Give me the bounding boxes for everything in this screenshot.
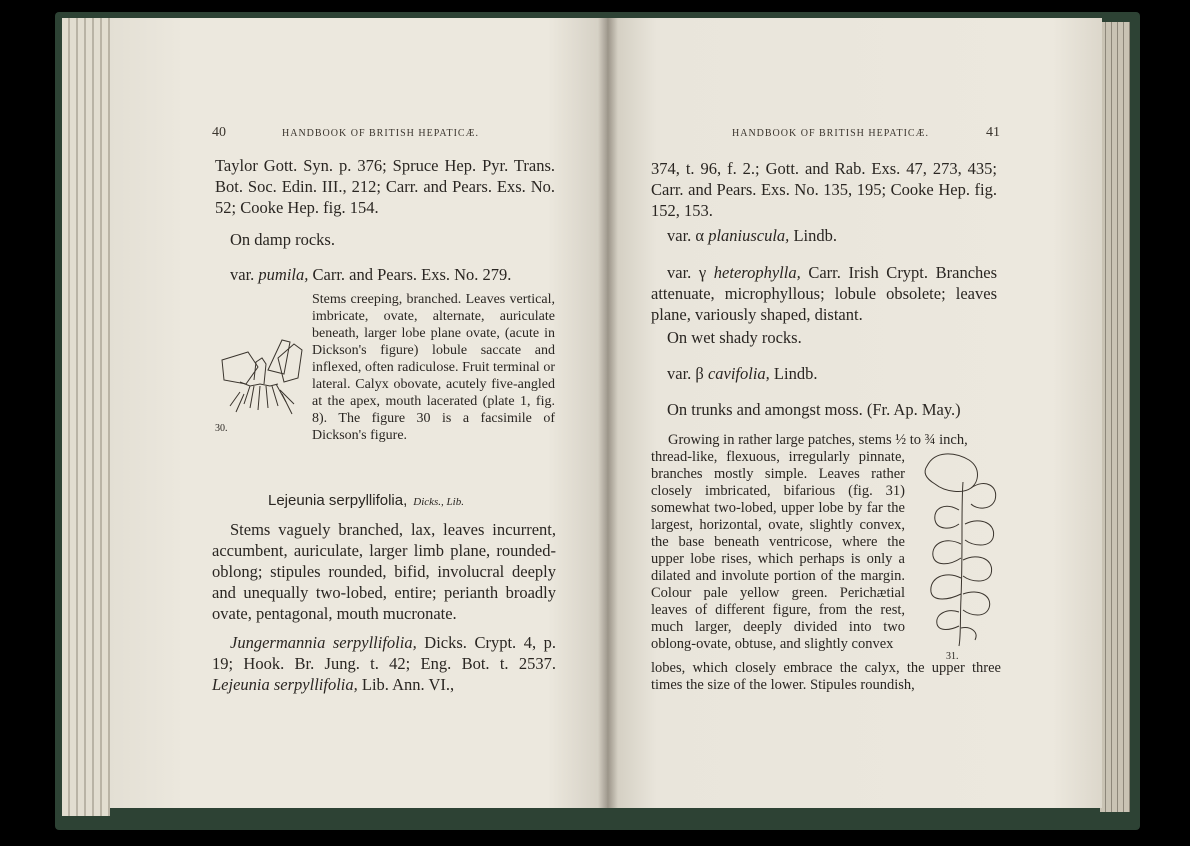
variety-name: pumila, (258, 265, 309, 284)
variety-beta-line (667, 363, 817, 384)
species-description: Stems vaguely branched, lax, leaves incurrent, accumbent, auriculate, larger limb plane, rounded-oblong; stipules rounded, bifid, involucral deeply and unequally two-lobed, entire; perianth broadly ovate, pentagonal, mouth mucronate. (212, 520, 556, 623)
var-alpha-name: planiuscula, (708, 226, 790, 245)
figure-31-label: 31. (946, 651, 959, 662)
left-habitat: On damp rocks. (230, 230, 335, 249)
figure-float-spacer (230, 331, 312, 459)
pumila-description-text: Stems creeping, branched. Leaves vertical, imbricate, ovate, alternate, auriculate beneath, larger lobe plane ovate, (acute in Dickson's figure) lobule saccate and inflexed, often radiculose. Fruit terminal or lateral. Calyx obovate, acutely five-angled at the apex, mouth lacerated (plate 1, fig. 8). The figure 30 is a facsimile of Dickson's figure. (312, 292, 555, 443)
synonym-2-refs: Lib. Ann. VI., (361, 675, 455, 694)
species-heading (268, 492, 464, 509)
var-gamma-prefix: var. γ (667, 263, 707, 282)
variety-alpha-line (667, 225, 837, 246)
var-beta-author: Lindb. (773, 364, 818, 383)
left-running-head: HANDBOOK OF BRITISH HEPATICÆ. (282, 128, 479, 139)
page-edges-left (62, 18, 110, 816)
synonyms-block (212, 632, 556, 695)
variety-refs: Carr. and Pears. Exs. No. 279. (312, 265, 512, 284)
synonym-2: Lejeunia serpyllifolia, (212, 675, 358, 694)
var-gamma-name: heterophylla, (713, 263, 801, 282)
figure-30-label: 30. (215, 423, 228, 434)
growing-body-text: thread-like, flexuous, irregularly pinnate, branches mostly simple. Leaves rather closely imbricated, bifarious (fig. 31) somewhat two-lobed, upper lobe by far the largest, horizontal, ovate, slightly convex, the base beneath ventricose, where the upper lobe rises, which perhaps is only a dilated and involute portion of the margin. Colour pale yellow green. Perichætial leaves of different figure, from the rest, much larger, deeply divided into two oblong-ovate, obtuse, and slightly convex (651, 449, 905, 652)
var-beta-name: cavifolia, (707, 364, 770, 383)
habitat-wet: On wet shady rocks. (667, 328, 802, 347)
synonym-1-refs: Dicks. Crypt. 4, p. 19; Hook. Br. Jung. t. 42; Eng. Bot. t. 2537. (212, 633, 556, 673)
variety-pumila-line (230, 264, 511, 285)
growing-body (651, 449, 999, 653)
habitat-trunks: On trunks and amongst moss. (Fr. Ap. May.) (667, 400, 961, 419)
variety-prefix: var. (230, 265, 255, 284)
var-gamma-text: Carr. Irish Crypt. Branches attenuate, microphyllous; lobule obsolete; leaves plane, variously shaped, distant. (651, 263, 998, 324)
growing-tail: lobes, which closely embrace the calyx, the upper three times the size of the lower. Stipules roundish, (651, 660, 1001, 693)
var-beta-prefix: var. β (667, 364, 704, 383)
right-continued-refs: 374, t. 96, f. 2.; Gott. and Rab. Exs. 47, 273, 435; Carr. and Pears. Exs. No. 135, 195; Cooke Hep. fig. 152, 153. (651, 159, 997, 220)
right-page-number: 41 (986, 125, 1000, 140)
variety-gamma-block (651, 262, 997, 325)
species-name: Lejeunia serpyllifolia, (268, 492, 408, 509)
right-running-head: HANDBOOK OF BRITISH HEPATICÆ. (732, 128, 929, 139)
left-intro-refs: Taylor Gott. Syn. p. 376; Spruce Hep. Pyr. Trans. Bot. Soc. Edin. III., 212; Carr. and Pears. Exs. No. 52; Cooke Hep. fig. 154. (215, 156, 555, 217)
var-alpha-author: Lindb. (793, 226, 837, 245)
species-authority: Dicks., Lib. (413, 496, 464, 508)
var-alpha-prefix: var. α (667, 226, 705, 245)
left-page-number: 40 (212, 125, 226, 140)
synonym-1: Jungermannia serpyllifolia, (230, 633, 417, 652)
figure-31-float-spacer (909, 449, 999, 653)
page-edges-right (1100, 22, 1130, 812)
book-gutter (598, 18, 618, 808)
growing-first-line: Growing in rather large patches, stems ½ to ¾ inch, (668, 432, 968, 448)
pumila-description (230, 291, 555, 459)
